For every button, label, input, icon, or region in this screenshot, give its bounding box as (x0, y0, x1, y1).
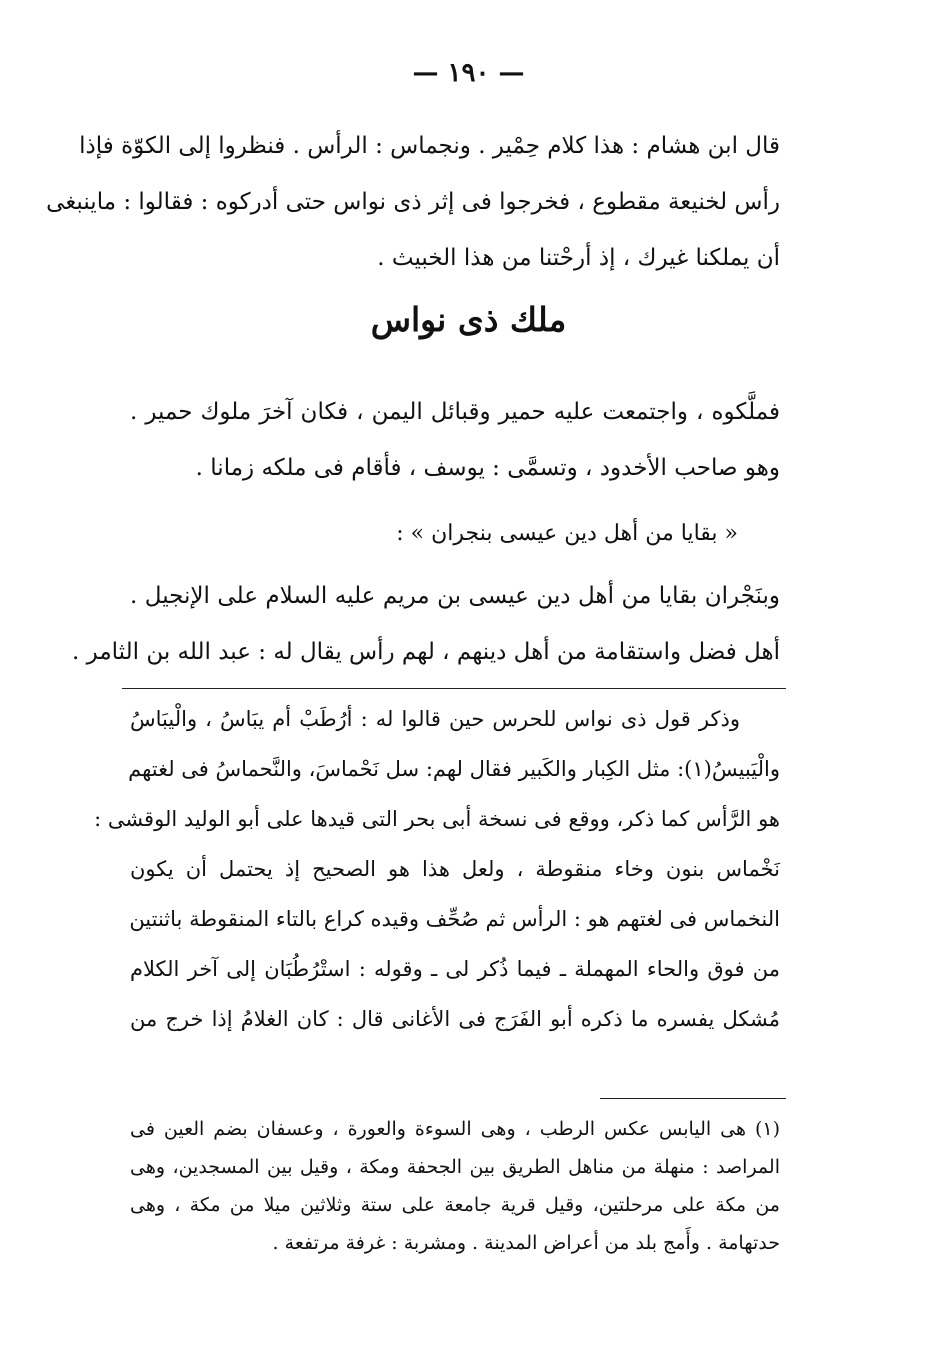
notes-line: النخماس فى لغتهم هو : الرأس ثم صُحِّف وقيده كراع بالتاء المنقوطة باثنتين (129, 907, 780, 931)
section1-line: فملَّكوه ، واجتمعت عليه حمير وقبائل اليمن ، فكان آخرَ ملوك حمير . (130, 399, 780, 425)
footnote-line: (١) هى اليابس عكس الرطب ، وهى السوءة والعورة ، وعسفان بضم العين فى (130, 1118, 780, 1140)
footnote-line: المراصد : منهلة من مناهل الطريق بين الجحفة ومكة ، وقيل بين المسجدين، وهى (130, 1156, 780, 1178)
notes-line: مُشكل يفسره ما ذكره أبو الفَرَج فى الأغانى قال : كان الغلامُ إذا خرج من (130, 1007, 780, 1031)
notes-line: والْيَبيسُ(١): مثل الكِبار والكَبير فقال لهم: سل نَحْماسَ، والنَّحماسُ فى لغتهم (128, 757, 780, 781)
footnote-line: من مكة على مرحلتين، وقيل قرية جامعة على ستة وثلاثين ميلا من مكة ، وهى (130, 1194, 780, 1216)
notes-divider (122, 688, 786, 689)
section1-paragraph (130, 384, 780, 496)
notes-line: وذكر قول ذى نواس للحرس حين قالوا له : أرُطَبْ أم يبَاسُ ، والْيبَاسُ (130, 707, 740, 731)
notes-line: من فوق والحاء المهملة ـ فيما ذُكر لى ـ وقوله : استْرُطُبَان إلى آخر الكلام (130, 957, 780, 981)
intro-line: أن يملكنا غيرك ، إذ أرحْتنا من هذا الخبيث . (377, 245, 780, 271)
notes-line: هو الرَّأس كما ذكر، ووقع فى نسخة أبى بحر التى قيدها على أبو الوليد الوقشى : (94, 807, 780, 831)
page-number: — ١٩٠ — (412, 58, 525, 88)
section2-paragraph (72, 568, 780, 680)
subheading-quote: « بقايا من أهل دين عيسى بنجران » : (396, 521, 738, 546)
intro-line: رأس لخنيعة مقطوع ، فخرجوا فى إثر ذى نواس حتى أدركوه : فقالوا : ماينبغى (46, 189, 780, 215)
footnote-divider (600, 1098, 786, 1099)
section-heading: ملك ذى نواس (370, 300, 567, 339)
notes-section (94, 694, 780, 1044)
section2-line: وبنَجْران بقايا من أهل دين عيسى بن مريم عليه السلام على الإنجيل . (130, 583, 780, 609)
section2-line: أهل فضل واستقامة من أهل دينهم ، لهم رأس يقال له : عبد الله بن الثامر . (72, 639, 780, 665)
notes-line: نَخْماس بنون وخاء منقوطة ، ولعل هذا هو الصحيح إذ يحتمل أن يكون (130, 857, 780, 881)
intro-line: قال ابن هشام : هذا كلام حِمْير . ونجماس : الرأس . فنظروا إلى الكوّة فإذا (79, 133, 780, 159)
intro-paragraph (46, 118, 780, 286)
footnote-line: حدتهامة . وأَمج بلد من أعراض المدينة . ومشربة : غرفة مرتفعة . (272, 1232, 780, 1254)
section1-line: وهو صاحب الأخدود ، وتسمَّى : يوسف ، فأقام فى ملكه زمانا . (195, 455, 780, 481)
footnote-section (130, 1110, 780, 1262)
